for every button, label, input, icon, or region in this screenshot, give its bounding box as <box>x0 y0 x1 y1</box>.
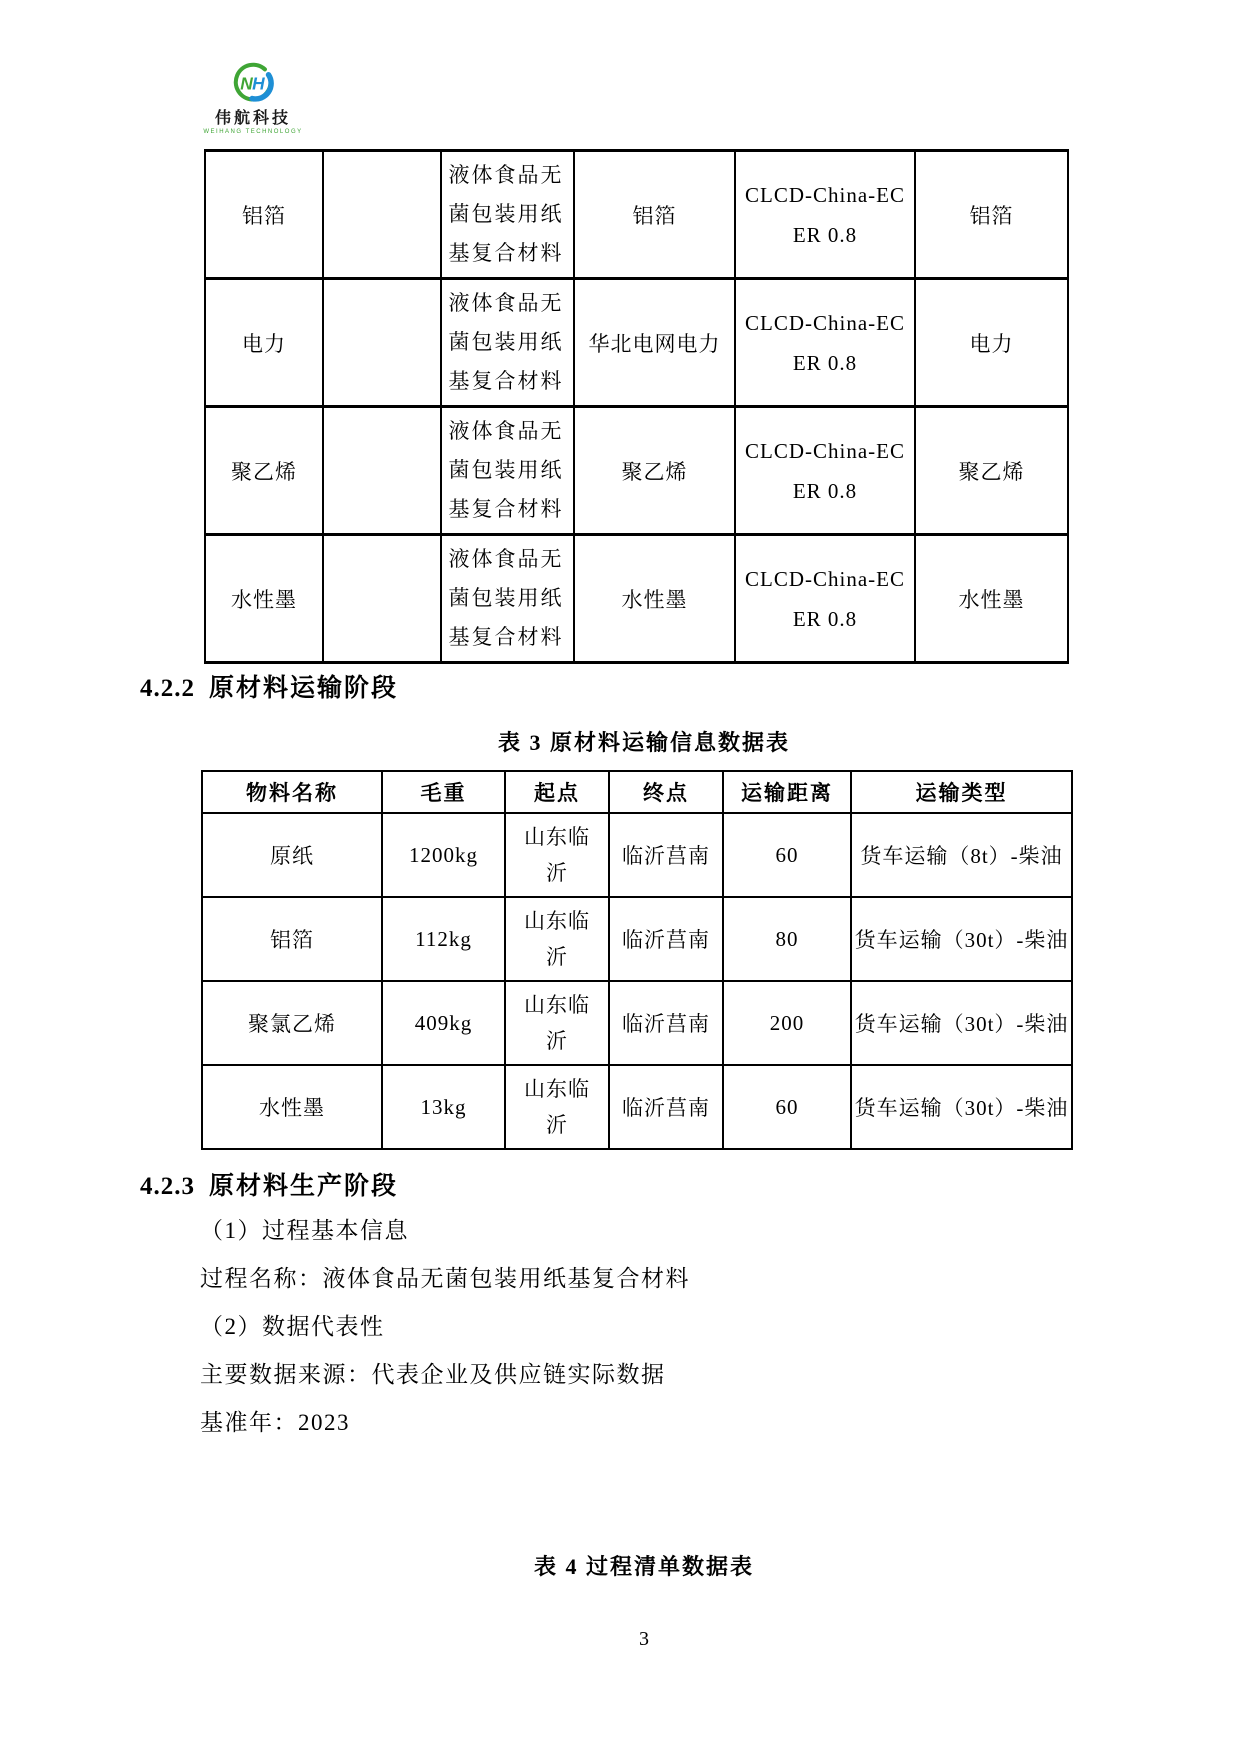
table-row <box>202 897 1072 981</box>
cell-material: 原纸 <box>202 813 382 897</box>
cell-origin: 山东临沂 <box>505 1065 609 1149</box>
table-row <box>205 151 1068 279</box>
cell-material: 铝箔 <box>202 897 382 981</box>
cell-gross-weight: 112kg <box>382 897 505 981</box>
table-row <box>202 813 1072 897</box>
cell-database: CLCD-China-EC ER 0.8 <box>735 535 915 663</box>
col-header-destination: 终点 <box>609 771 723 813</box>
section-number: 4.2.2 <box>140 675 195 702</box>
cell-material: 电力 <box>205 279 323 407</box>
cell-gross-weight: 13kg <box>382 1065 505 1149</box>
cell-empty <box>323 407 441 535</box>
col-header-transport-type: 运输类型 <box>851 771 1072 813</box>
cell-destination: 临沂莒南 <box>609 1065 723 1149</box>
cell-material: 聚氯乙烯 <box>202 981 382 1065</box>
section-title: 原材料生产阶段 <box>209 1173 399 1200</box>
cell-distance: 80 <box>723 897 851 981</box>
transport-info-table <box>201 770 1073 1150</box>
cell-transport-type: 货车运输（30t）-柴油 <box>851 1065 1072 1149</box>
section-title: 原材料运输阶段 <box>209 675 399 702</box>
cell-name: 电力 <box>915 279 1068 407</box>
cell-upstream: 华北电网电力 <box>574 279 735 407</box>
col-header-distance: 运输距离 <box>723 771 851 813</box>
col-header-origin: 起点 <box>505 771 609 813</box>
cell-distance: 60 <box>723 1065 851 1149</box>
company-name: 伟航科技 <box>214 110 291 127</box>
paragraph-process-name: 过程名称：液体食品无菌包装用纸基复合材料 <box>200 1266 690 1291</box>
company-name-en: WEIHANG TECHNOLOGY <box>203 129 303 135</box>
cell-name: 铝箔 <box>915 151 1068 279</box>
table-row <box>205 407 1068 535</box>
cell-product: 液体食品无菌包装用纸基复合材料 <box>441 407 574 535</box>
cell-database: CLCD-China-EC ER 0.8 <box>735 407 915 535</box>
col-header-material: 物料名称 <box>202 771 382 813</box>
svg-text:N: N <box>240 73 253 94</box>
paragraph-base-year: 基准年：2023 <box>200 1410 350 1435</box>
cell-name: 聚乙烯 <box>915 407 1068 535</box>
page-number: 3 <box>639 1628 649 1650</box>
cell-gross-weight: 1200kg <box>382 813 505 897</box>
table4-caption: 表 4 过程清单数据表 <box>533 1554 754 1579</box>
cell-empty <box>323 151 441 279</box>
table-row <box>205 535 1068 663</box>
cell-upstream: 铝箔 <box>574 151 735 279</box>
cell-material: 铝箔 <box>205 151 323 279</box>
cell-database: CLCD-China-EC ER 0.8 <box>735 151 915 279</box>
table-header-row <box>202 771 1072 813</box>
paragraph-data-source: 主要数据来源：代表企业及供应链实际数据 <box>200 1362 666 1387</box>
cell-origin: 山东临沂 <box>505 813 609 897</box>
paragraph-process-basic-info: （1）过程基本信息 <box>200 1218 409 1243</box>
body-paragraphs <box>200 1216 1000 1456</box>
section-heading-422 <box>140 668 398 704</box>
cell-empty <box>323 535 441 663</box>
cell-name: 水性墨 <box>915 535 1068 663</box>
section-heading-423 <box>140 1166 398 1202</box>
cell-distance: 200 <box>723 981 851 1065</box>
table-row <box>202 1065 1072 1149</box>
paragraph-data-representativeness: （2）数据代表性 <box>200 1314 385 1339</box>
cell-empty <box>323 279 441 407</box>
cell-destination: 临沂莒南 <box>609 981 723 1065</box>
cell-transport-type: 货车运输（30t）-柴油 <box>851 981 1072 1065</box>
cell-product: 液体食品无菌包装用纸基复合材料 <box>441 535 574 663</box>
cell-gross-weight: 409kg <box>382 981 505 1065</box>
company-logo <box>198 62 308 135</box>
cell-transport-type: 货车运输（30t）-柴油 <box>851 897 1072 981</box>
cell-transport-type: 货车运输（8t）-柴油 <box>851 813 1072 897</box>
cell-material: 聚乙烯 <box>205 407 323 535</box>
table-row <box>202 981 1072 1065</box>
cell-upstream: 水性墨 <box>574 535 735 663</box>
cell-material: 水性墨 <box>202 1065 382 1149</box>
cell-origin: 山东临沂 <box>505 897 609 981</box>
cell-destination: 临沂莒南 <box>609 897 723 981</box>
cell-distance: 60 <box>723 813 851 897</box>
section-number: 4.2.3 <box>140 1173 195 1200</box>
cell-upstream: 聚乙烯 <box>574 407 735 535</box>
cell-product: 液体食品无菌包装用纸基复合材料 <box>441 279 574 407</box>
materials-inventory-table <box>204 149 1069 664</box>
col-header-gross-weight: 毛重 <box>382 771 505 813</box>
cell-material: 水性墨 <box>205 535 323 663</box>
cell-database: CLCD-China-EC ER 0.8 <box>735 279 915 407</box>
cell-destination: 临沂莒南 <box>609 813 723 897</box>
cell-product: 液体食品无菌包装用纸基复合材料 <box>441 151 574 279</box>
table-row <box>205 279 1068 407</box>
table3-caption: 表 3 原材料运输信息数据表 <box>497 730 790 755</box>
svg-text:H: H <box>252 73 265 94</box>
cell-origin: 山东临沂 <box>505 981 609 1065</box>
logo-mark-icon <box>232 62 274 104</box>
